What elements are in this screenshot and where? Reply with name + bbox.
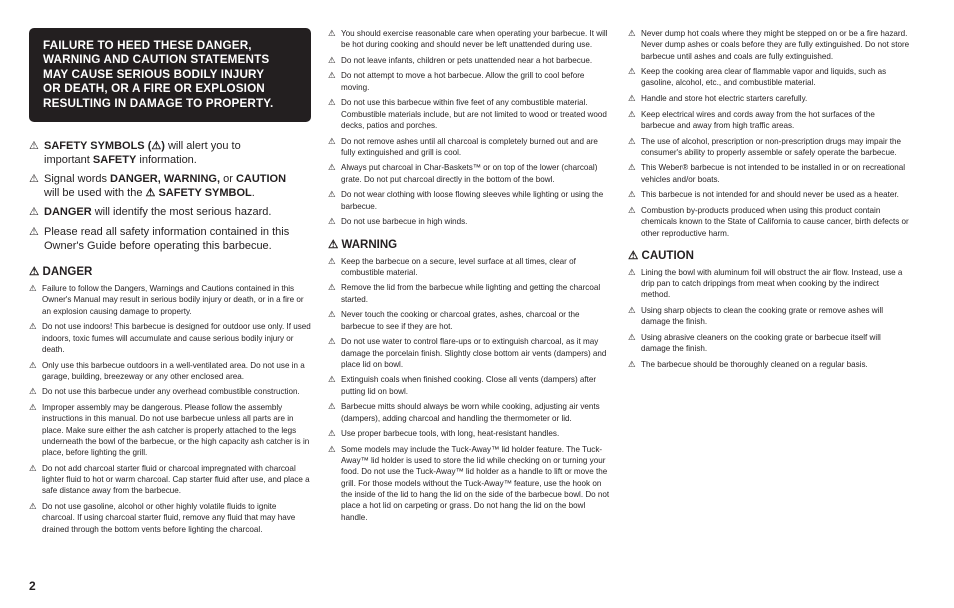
- list-item-text: Handle and store hot electric starters carefully.: [641, 94, 808, 104]
- warning-triangle-icon: ⚠: [628, 93, 636, 104]
- list-item: [328, 55, 610, 66]
- list-item-text: Do not use indoors! This barbecue is designed for outdoor use only. If used indoors, toxic fumes will accumulate and cause serious bodily injury or death.: [42, 322, 311, 354]
- list-item-text: Only use this barbecue outdoors in a well-ventilated area. Do not use in a garage, building, breezeway or any other enclosed area.: [42, 360, 305, 381]
- list-item: [328, 28, 610, 51]
- list-item-text: Do not use water to control flare-ups or to extinguish charcoal, as it may damage the porcelain finish. Slightly close bottom air vents (dampers) and place lid on bowl.: [341, 337, 607, 369]
- list-item: [628, 93, 910, 104]
- general-safety-list: [328, 28, 610, 228]
- list-item-text: Some models may include the Tuck-Away™ lid holder feature. The Tuck-Away™ lid holder is used to store the lid while checking on or turning your food. Do not use the Tuck-Away™ lid holder as a handle to lift or move the grill. For those models without the Tuck-Away™ feature, use the hook on the inside of the lid to hang the lid on the side of the barbecue bowl. Do not place a hot lid on carpeting or grass. Do not hang the lid on the bowl handle.: [341, 444, 610, 522]
- caution-heading: [628, 249, 910, 263]
- list-item: [628, 332, 910, 355]
- warning-triangle-icon: ⚠: [628, 66, 636, 77]
- list-item: [29, 283, 311, 317]
- list-item: [628, 109, 910, 132]
- list-item: [328, 401, 610, 424]
- list-item-text: Using sharp objects to clean the cooking grate or remove ashes will damage the finish.: [641, 306, 884, 327]
- middle-column: [328, 28, 610, 527]
- list-item-text: The use of alcohol, prescription or non-prescription drugs may impair the consumer's ability to properly assemble or safely operate the barbecue.: [641, 136, 902, 157]
- list-item-text: Never touch the cooking or charcoal grates, ashes, charcoal or the barbecue to see if they are hot.: [341, 310, 580, 331]
- intro-text: .: [251, 186, 255, 199]
- warning-triangle-icon: ⚠: [628, 108, 636, 119]
- warning-triangle-icon: ⚠: [328, 428, 336, 439]
- warning-triangle-icon: ⚠: [151, 140, 162, 153]
- list-item: [328, 428, 610, 439]
- failure-warning-box: [29, 28, 311, 122]
- list-item-text: This Weber® barbecue is not intended to be installed in or on recreational vehicles and/or boats.: [641, 163, 906, 184]
- intro-bold: DANGER, WARNING,: [110, 173, 221, 186]
- warning-triangle-icon: ⚠: [328, 135, 336, 146]
- list-item: [628, 66, 910, 89]
- intro-bold: SAFETY SYMBOL: [158, 186, 252, 199]
- intro-text: Signal words: [44, 173, 111, 186]
- list-item-text: Do not leave infants, children or pets unattended near a hot barbecue.: [341, 55, 593, 65]
- page-number: 2: [29, 579, 36, 593]
- list-item: [328, 374, 610, 397]
- list-item-text: Keep the cooking area clear of flammable vapor and liquids, such as gasoline, alcohol, etc., and combustible material.: [641, 67, 887, 88]
- intro-danger: [29, 206, 311, 220]
- intro-text: will alert you to: [164, 140, 241, 153]
- intro-safety-symbols: [29, 140, 311, 167]
- warning-triangle-icon: ⚠: [628, 358, 636, 369]
- list-item-text: Do not wear clothing with loose flowing sleeves while lighting or using the barbecue.: [341, 190, 604, 211]
- warning-triangle-icon: ⚠: [628, 162, 636, 173]
- list-item-text: Do not use barbecue in high winds.: [341, 217, 468, 227]
- warning-triangle-icon: ⚠: [628, 28, 636, 38]
- intro-text: important: [44, 153, 93, 166]
- list-item-text: Do not attempt to move a hot barbecue. Allow the grill to cool before moving.: [341, 71, 585, 92]
- list-item: [628, 305, 910, 328]
- list-item-text: Use proper barbecue tools, with long, heat-resistant handles.: [341, 429, 560, 439]
- left-column: [29, 28, 311, 539]
- danger-list: [29, 283, 311, 535]
- list-item: [328, 256, 610, 279]
- warning-triangle-icon: ⚠: [328, 336, 336, 347]
- intro-bold: SAFETY SYMBOLS (: [44, 140, 152, 153]
- list-item: [29, 501, 311, 535]
- intro-text: will identify the most serious hazard.: [91, 206, 272, 219]
- warning-triangle-icon: ⚠: [328, 374, 336, 385]
- warning-triangle-icon: ⚠: [29, 386, 37, 397]
- caution-list: [628, 267, 910, 370]
- warning-triangle-icon: ⚠: [29, 321, 37, 332]
- list-item: [328, 136, 610, 159]
- warnbox-line: RESULTING IN DAMAGE TO PROPERTY.: [43, 96, 274, 110]
- list-item-text: Barbecue mitts should always be worn while cooking, adjusting air vents (dampers), adding charcoal and handling the thermometer or lid.: [341, 402, 600, 423]
- list-item-text: You should exercise reasonable care when operating your barbecue. It will be hot during cooking and should never be left unattended during use.: [341, 29, 608, 50]
- list-item-text: Remove the lid from the barbecue while lighting and getting the charcoal started.: [341, 283, 601, 304]
- warnbox-line: FAILURE TO HEED THESE DANGER,: [43, 39, 252, 52]
- list-item: [29, 321, 311, 355]
- list-item-text: The barbecue should be thoroughly cleaned on a regular basis.: [641, 359, 868, 369]
- warning-triangle-icon: ⚠: [628, 249, 639, 262]
- intro-bold: ): [161, 140, 165, 153]
- warning-triangle-icon: ⚠: [628, 305, 636, 316]
- danger-heading-text: DANGER: [42, 266, 93, 279]
- warning-triangle-icon: ⚠: [328, 255, 336, 266]
- list-item-text: Do not use this barbecue under any overhead combustible construction.: [42, 387, 300, 397]
- warnbox-line: WARNING AND CAUTION STATEMENTS: [43, 53, 270, 67]
- list-item-text: Never dump hot coals where they might be stepped on or be a fire hazard. Never dump ashes or coals before they are fully extinguished. Do not store barbecue until ashes and coals are fully extinguished.: [641, 29, 910, 61]
- list-item: [29, 386, 311, 397]
- list-item: [328, 70, 610, 93]
- list-item-text: This barbecue is not intended for and should never be used as a heater.: [641, 190, 899, 200]
- warning-triangle-icon: ⚠: [29, 462, 37, 473]
- right-column: [628, 28, 910, 374]
- warning-triangle-icon: ⚠: [328, 216, 336, 227]
- list-item: [328, 189, 610, 212]
- list-item: [328, 336, 610, 370]
- warning-triangle-icon: ⚠: [29, 206, 39, 219]
- list-item: [328, 444, 610, 523]
- danger-heading: [29, 265, 311, 279]
- list-item: [628, 136, 910, 159]
- warning-triangle-icon: ⚠: [328, 309, 336, 320]
- list-item-text: Do not add charcoal starter fluid or charcoal impregnated with charcoal lighter fluid to hot or warm charcoal. Cap starter fluid after use, and place a safe distance away from the barbecue.: [42, 463, 310, 496]
- warning-triangle-icon: ⚠: [328, 162, 336, 173]
- list-item-text: Combustion by-products produced when using this product contain chemicals known to the State of California to cause cancer, birth defects or other reproductive harm.: [641, 205, 909, 238]
- warning-triangle-icon: ⚠: [328, 189, 336, 200]
- warning-triangle-icon: ⚠: [29, 173, 39, 186]
- list-item: [328, 162, 610, 185]
- intro-read-all: [29, 226, 311, 253]
- list-item-text: Do not use this barbecue within five feet of any combustible material. Combustible materials include, but are not limited to wood or treated wood decks, patios and porches.: [341, 98, 607, 130]
- list-item: [328, 97, 610, 131]
- warning-heading: [328, 238, 610, 252]
- warning-triangle-icon: ⚠: [29, 283, 37, 294]
- list-item-text: Improper assembly may be dangerous. Please follow the assembly instructions in this manual. Do not use barbecue unless all parts are in place. Make sure either the ash catcher is properly attached to the legs underneath the bowl of the barbecue, or the high capacity ash catcher is in place, before lighting the grill.: [42, 403, 310, 458]
- warning-triangle-icon: ⚠: [29, 226, 39, 238]
- warning-triangle-icon: ⚠: [29, 266, 40, 279]
- warning-triangle-icon: ⚠: [29, 501, 37, 512]
- list-item: [29, 463, 311, 497]
- warning-triangle-icon: ⚠: [145, 186, 156, 199]
- list-item: [628, 28, 910, 62]
- list-item-text: Do not remove ashes until all charcoal is completely burned out and are fully extinguished and grill is cool.: [341, 136, 598, 157]
- list-item: [628, 267, 910, 301]
- list-item-text: Extinguish coals when finished cooking. Close all vents (dampers) after putting lid on bowl.: [341, 375, 597, 396]
- caution-heading-text: CAUTION: [641, 249, 694, 262]
- intro-signal-words: [29, 173, 311, 200]
- intro-text: Please read all safety information contained in this Owner's Guide before operating this barbecue.: [44, 226, 290, 252]
- intro-bold: CAUTION: [235, 173, 287, 186]
- general-safety-list: [628, 28, 910, 239]
- warning-triangle-icon: ⚠: [328, 443, 336, 454]
- warnbox-line: MAY CAUSE SERIOUS BODILY INJURY: [43, 67, 265, 81]
- warning-triangle-icon: ⚠: [628, 189, 636, 200]
- list-item: [29, 360, 311, 383]
- warning-triangle-icon: ⚠: [628, 266, 636, 277]
- list-item: [628, 205, 910, 239]
- intro-bold: DANGER: [44, 206, 92, 219]
- warnbox-line: OR DEATH, OR A FIRE OR EXPLOSION: [43, 82, 265, 96]
- list-item: [328, 282, 610, 305]
- intro-text: information.: [136, 153, 197, 166]
- warning-triangle-icon: ⚠: [628, 135, 636, 146]
- warning-triangle-icon: ⚠: [328, 282, 336, 293]
- warning-triangle-icon: ⚠: [29, 402, 37, 413]
- warning-triangle-icon: ⚠: [29, 140, 39, 153]
- warning-triangle-icon: ⚠: [628, 331, 636, 342]
- list-item-text: Using abrasive cleaners on the cooking grate or barbecue itself will damage the finish.: [641, 332, 881, 354]
- list-item-text: Do not use gasoline, alcohol or other highly volatile fluids to ignite charcoal. If using charcoal starter fluid, remove any fluid that may have drained through the bottom vents before lighting the charcoal.: [42, 502, 296, 534]
- intro-bold: SAFETY: [92, 153, 137, 166]
- list-item: [628, 162, 910, 185]
- list-item: [328, 216, 610, 227]
- intro-text: will be used with the: [44, 186, 146, 199]
- warning-triangle-icon: ⚠: [29, 359, 37, 370]
- warning-triangle-icon: ⚠: [328, 70, 336, 81]
- list-item: [328, 309, 610, 332]
- list-item-text: Keep electrical wires and cords away from the hot surfaces of the barbecue and away from high traffic areas.: [641, 109, 875, 130]
- list-item: [628, 359, 910, 370]
- warning-triangle-icon: ⚠: [628, 204, 636, 215]
- list-item-text: Always put charcoal in Char-Baskets™ or on top of the lower (charcoal) grate. Do not put charcoal directly in the bottom of the bowl.: [341, 163, 598, 184]
- warning-list: [328, 256, 610, 523]
- list-item: [628, 189, 910, 200]
- list-item: [29, 402, 311, 458]
- warning-heading-text: WARNING: [341, 238, 398, 251]
- warning-triangle-icon: ⚠: [328, 238, 339, 251]
- list-item-text: Lining the bowl with aluminum foil will obstruct the air flow. Instead, use a drip pan to catch drippings from meat when cooking by the indirect method.: [641, 267, 903, 300]
- list-item-text: Failure to follow the Dangers, Warnings and Cautions contained in this Owner's Manual may result in serious bodily injury or death, or in a fire or an explosion causing damage to property.: [42, 284, 304, 316]
- list-item-text: Keep the barbecue on a secure, level surface at all times, clear of combustible material.: [341, 256, 576, 277]
- intro-text: or: [220, 173, 236, 186]
- warning-triangle-icon: ⚠: [328, 28, 336, 38]
- warning-triangle-icon: ⚠: [328, 54, 336, 65]
- warning-triangle-icon: ⚠: [328, 97, 336, 108]
- warning-triangle-icon: ⚠: [328, 401, 336, 412]
